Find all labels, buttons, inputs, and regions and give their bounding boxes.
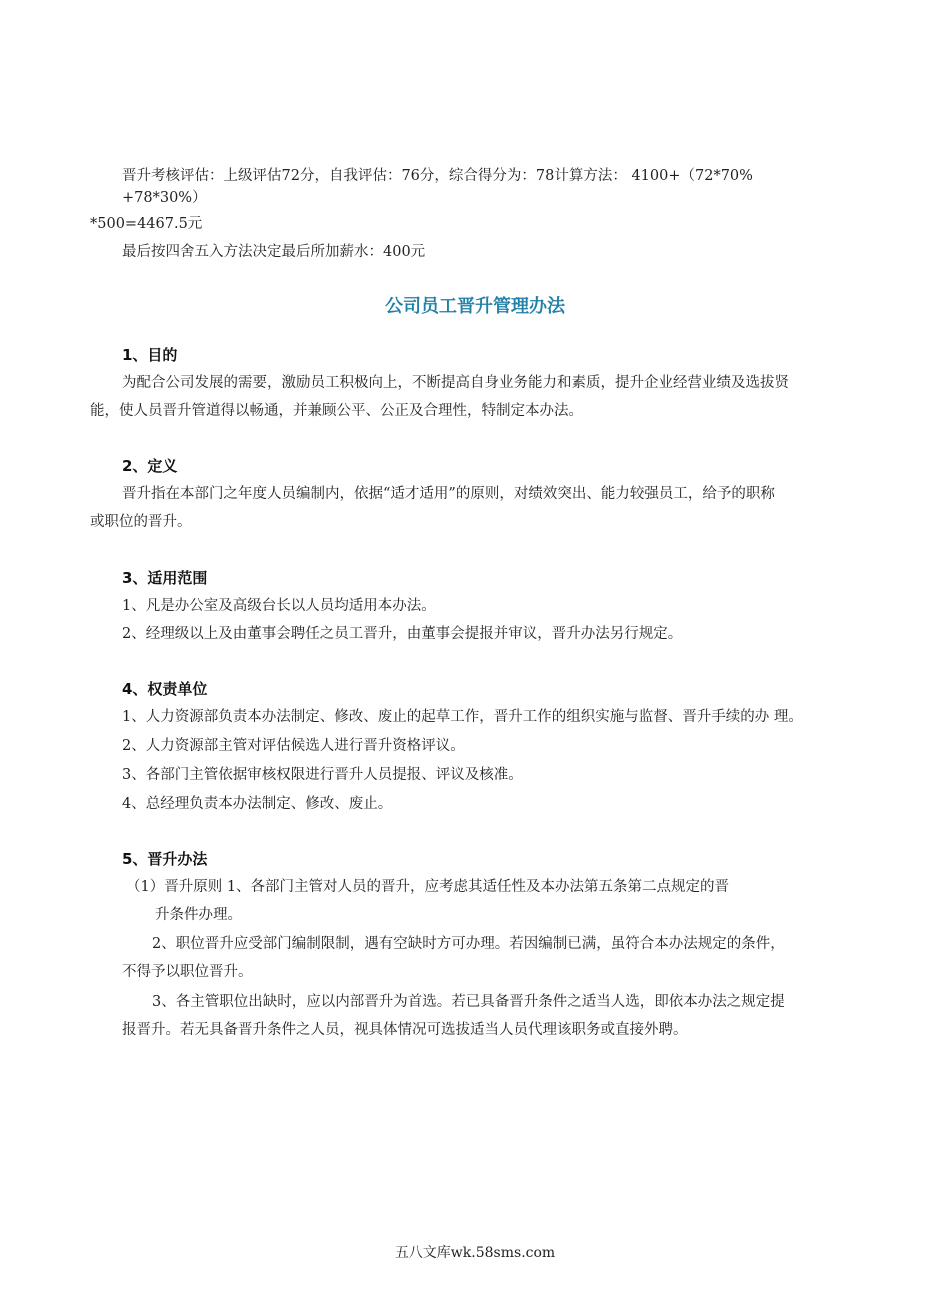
section-heading-responsibility: 4、权责单位 bbox=[122, 680, 208, 698]
paragraph-line: 升条件办理。 bbox=[155, 907, 242, 923]
document-title: 公司员工晋升管理办法 bbox=[385, 296, 565, 317]
list-item: 3、各部门主管依据审核权限进行晋升人员提报、评议及核准。 bbox=[122, 767, 523, 783]
list-item: 1、凡是办公室及高级台长以人员均适用本办法。 bbox=[122, 598, 436, 614]
paragraph-line: 或职位的晋升。 bbox=[90, 514, 192, 530]
section-heading-definition: 2、定义 bbox=[122, 457, 178, 475]
paragraph-line: 3、各主管职位出缺时，应以内部晋升为首选。若已具备晋升条件之适当人选，即依本办法之规定提 bbox=[152, 994, 785, 1010]
calc-line-4: 最后按四舍五入方法决定最后所加薪水：400元 bbox=[122, 244, 426, 260]
paragraph-line: 为配合公司发展的需要，激励员工积极向上，不断提高自身业务能力和素质，提升企业经营业绩及选拔贤 bbox=[122, 375, 789, 391]
paragraph-line: 能，使人员晋升管道得以畅通，并兼顾公平、公正及合理性，特制定本办法。 bbox=[90, 403, 583, 419]
section-heading-scope: 3、适用范围 bbox=[122, 569, 208, 587]
list-item: 2、经理级以上及由董事会聘任之员工晋升，由董事会提报并审议，晋升办法另行规定。 bbox=[122, 626, 683, 642]
list-item: 1、人力资源部负责本办法制定、修改、废止的起草工作，晋升工作的组织实施与监督、晋升手续的办 理。 bbox=[122, 709, 803, 725]
footer-watermark: 五八文库wk.58sms.com bbox=[394, 1245, 556, 1261]
calc-line-2: +78*30%） bbox=[122, 190, 207, 206]
paragraph-line: 不得予以职位晋升。 bbox=[122, 964, 253, 980]
paragraph-line: 2、职位晋升应受部门编制限制，遇有空缺时方可办理。若因编制已满，虽符合本办法规定的条件， bbox=[152, 936, 785, 952]
list-item: 2、人力资源部主管对评估候选人进行晋升资格评议。 bbox=[122, 738, 465, 754]
calc-line-3: *500=4467.5元 bbox=[90, 216, 203, 232]
section-heading-purpose: 1、目的 bbox=[122, 346, 178, 364]
calc-line-1: 晋升考核评估：上级评估72分，自我评估：76分，综合得分为：78计算方法： 4100+（72*70% bbox=[122, 168, 753, 184]
list-item: 4、总经理负责本办法制定、修改、废止。 bbox=[122, 796, 393, 812]
paragraph-line: 晋升指在本部门之年度人员编制内，依据“适才适用”的原则，对绩效突出、能力较强员工，给予的职称 bbox=[122, 486, 775, 502]
paragraph-line: 报晋升。若无具备晋升条件之人员，视具体情况可选拔适当人员代理该职务或直接外聘。 bbox=[122, 1022, 688, 1038]
section-heading-promotion-method: 5、晋升办法 bbox=[122, 850, 208, 868]
paragraph-line: （1）晋升原则 1、各部门主管对人员的晋升，应考虑其适任性及本办法第五条第二点规定的晋 bbox=[126, 879, 730, 895]
